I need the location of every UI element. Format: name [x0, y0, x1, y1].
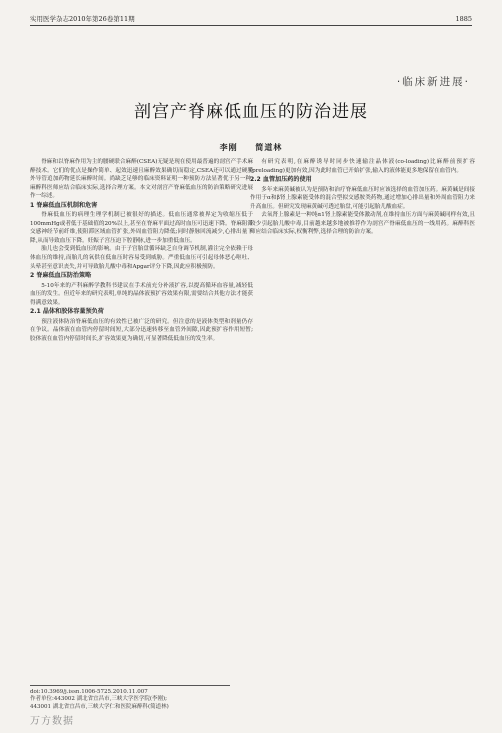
- body-paragraph: 胎儿也会受到低血压的影响。由于子宫胎盘循环缺乏自身调节机制,灌注完全依赖于母体血压的维持,而胎儿的氧供在低血压时容易受到威胁。严重低血压可引起母体恶心呕吐、头晕甚至意识丧失,并可导致胎儿酸中毒和Apgar评分下降,因此应积极预防。: [30, 246, 253, 270]
- footnote: [30, 685, 230, 711]
- body-paragraph: 有研究表明,在麻醉诱导时同步快速输注晶体液(co-loading)比麻醉前预扩容(preloading)更加有效,因为此时血管已开始扩张,输入的液体能更多地保留在血管内。: [250, 159, 475, 174]
- body-paragraph: 预注液体防治脊麻低血压的有效性已被广泛的研究。但注意的是液体类型和剂量仍存在争议。晶体液在血管内停留时间短,大部分迅速转移至血管外间隙,因此预扩容作用短暂;胶体液在血管内停留时间长,扩容效果更为确切,可显著降低低血压的发生率。: [30, 318, 253, 342]
- right-column: [250, 158, 475, 713]
- running-header: [30, 9, 472, 26]
- abstract: 脊麻和以脊麻作用为主的腰硬联合麻醉(CSEA)无疑是现在使用最普遍的剖宫产手术麻醉技术。它们的优点是操作简单、起效迅速且麻醉效果确切而稳定,CSEA还可以通过硬膜外导管追加药物延长麻醉时间。尚缺乏足够的临床资料证明一种预防方法显著优于另一种,麻醉科医师应结合临床实际,选择合理方案。本文对剖宫产脊麻低血压的防治策略研究进展作一综述。: [30, 159, 253, 200]
- author-list: [0, 142, 502, 153]
- affiliation-text: 作者单位:443002 湖北省宜昌市,三峡大学医学院(李刚);: [30, 696, 167, 703]
- section-heading-1: 1 脊麻低血压机制和危害: [30, 201, 98, 209]
- affiliation-text-2: 443001 湖北省宜昌市,三峡大学仁和医院麻醉科(简道林): [30, 703, 169, 710]
- article-title: 剖宫产脊麻低血压的防治进展: [134, 102, 368, 122]
- body-paragraph: 多年来麻黄碱被认为是预防和治疗脊麻低血压时应该选择的血管加压药。麻黄碱是间接作用于α和β肾上腺素能受体的混合型拟交感胺类药物,通过增加心排出量和外周血管阻力来升高血压。但研究发现麻黄碱可透过胎盘,可能引起胎儿酸血症。: [250, 186, 475, 210]
- watermark: 万方数据: [30, 716, 74, 727]
- page-number: 1885: [455, 15, 472, 23]
- body-paragraph: 去氧肾上腺素是一种纯α1肾上腺素能受体激动剂,在维持血压方面与麻黄碱同样有效,且较少引起胎儿酸中毒,目前越来越多地被推荐作为剖宫产脊麻低血压的一线用药。麻醉科医师应结合临床实际,权衡利弊,选择合理的防治方案。: [250, 212, 475, 236]
- body-paragraph: 5-10年来的产科麻醉学教科书建议在手术前充分补液扩容,以提高循环血容量,减轻低血压的发生。但近年来的研究表明,单纯的晶体液预扩容效果有限,需要结合其他方法才能获得满意效果。: [30, 282, 253, 306]
- journal-info: 实用医学杂志2010年第26卷第11期: [30, 15, 135, 23]
- author-1: 李刚: [219, 142, 238, 152]
- left-column: [30, 158, 253, 678]
- section-heading-2: 2 脊麻低血压防治策略: [30, 272, 92, 280]
- section-tag: ·临床新进展·: [396, 76, 470, 88]
- section-heading-2-2: 2.2 血管加压药的使用: [250, 176, 312, 184]
- doi-text: doi:10.3969/j.issn.1006-5725.2010.11.007: [30, 689, 148, 695]
- author-2: 简道林: [255, 142, 283, 152]
- body-paragraph: 脊麻低血压的病理生理学机制已被很好的描述。低血压通常被界定为收缩压低于100mmHg或者低于基础值的20%以上,甚至在脊麻平面过高时血压可迅速下降。脊麻阻滞交感神经节前纤维,使阻滞区域血管扩张,外周血管阻力降低;同时静脉回流减少,心排出量下降,从而导致血压下降。妊娠子宫压迫下腔静脉,进一步加重低血压。: [30, 212, 253, 244]
- section-heading-2-1: 2.1 晶体和胶体容量预负荷: [30, 308, 104, 316]
